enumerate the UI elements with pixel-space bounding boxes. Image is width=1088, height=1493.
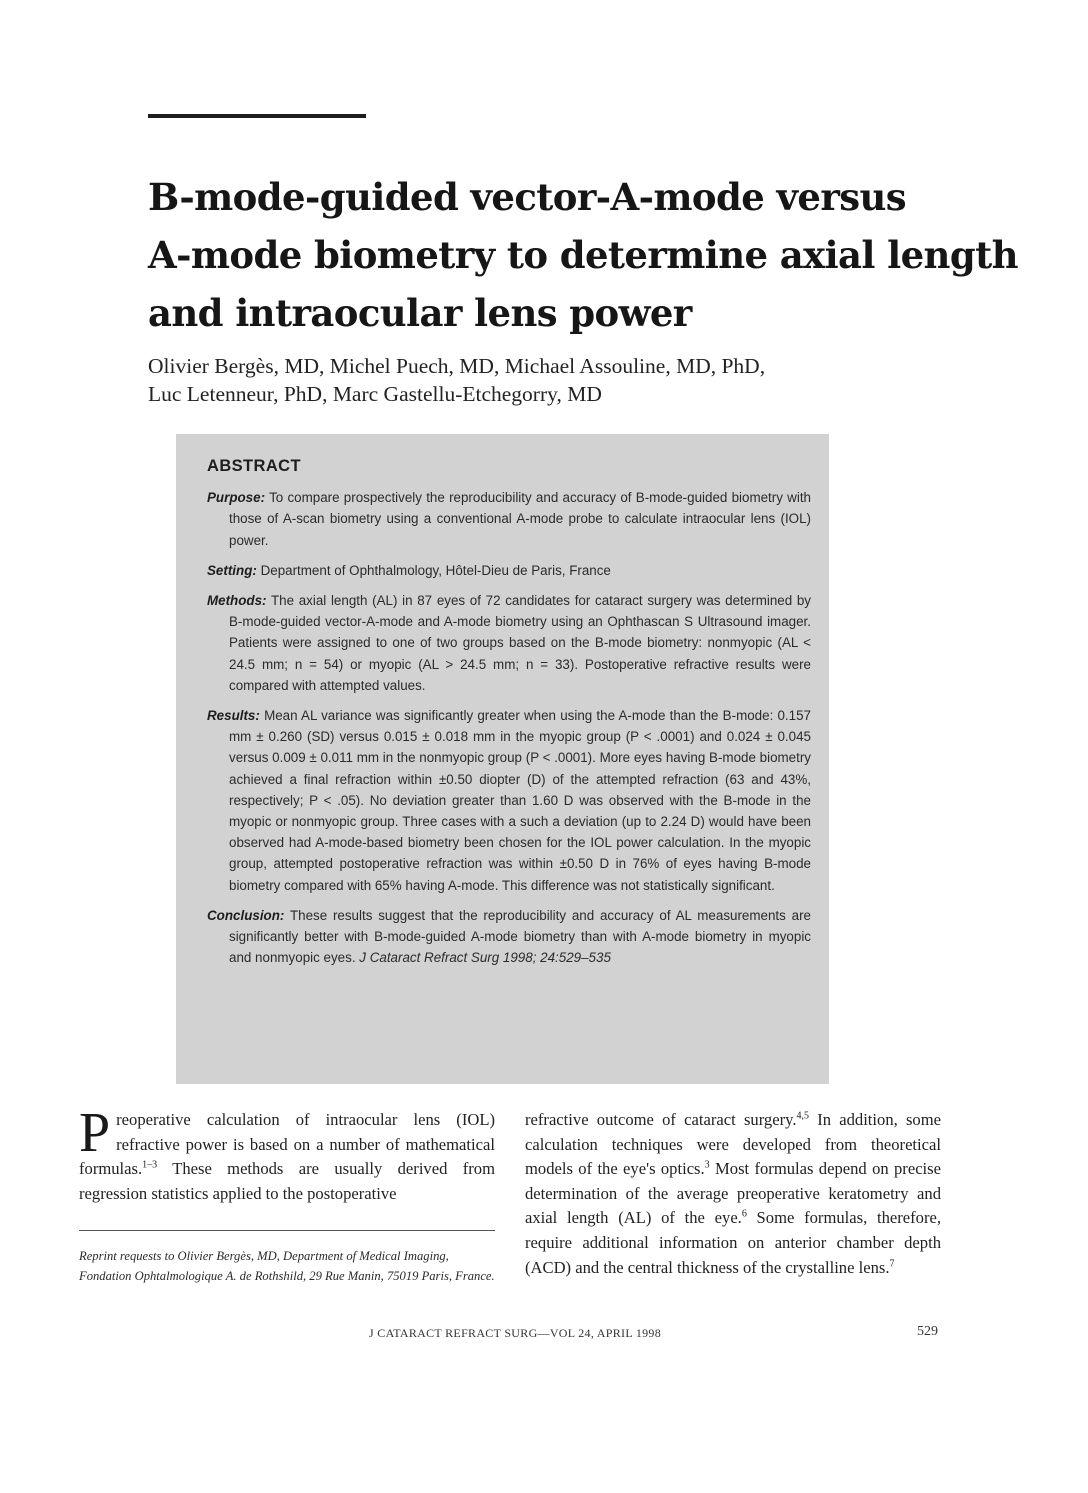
left-text-2: These methods are usually derived from regression statistics applied to the postoperative — [79, 1159, 495, 1203]
title-line-3: and intraocular lens power — [148, 291, 692, 335]
footnote-rule — [79, 1230, 495, 1231]
results-label: Results: — [207, 708, 260, 724]
right-text-2: In addition, some calculation techniques were developed from theoretical models of the eye's optics. — [525, 1110, 942, 1179]
abstract-results — [207, 705, 811, 896]
reference-marker: 6 — [741, 1208, 747, 1220]
reprint-footnote: Reprint requests to Olivier Bergès, MD, Department of Medical Imaging, Fondation Ophtalmologique A. de Rothshild, 29 Rue Manin, 75019 Paris, France. — [79, 1249, 495, 1283]
methods-label: Methods: — [207, 593, 267, 609]
abstract-box — [176, 434, 829, 1084]
top-rule — [148, 114, 366, 118]
article-title — [148, 168, 1018, 342]
right-text-4: Some formulas, therefore, require additional information on anterior chamber depth (ACD) and the central thickness of the crystalline lens. — [525, 1208, 941, 1277]
journal-footer: J CATARACT REFRACT SURG—VOL 24, APRIL 1998 — [369, 1326, 662, 1340]
right-text-3: Most formulas depend on precise determination of the average preoperative keratometry and axial length (AL) of the eye. — [525, 1159, 941, 1228]
purpose-label: Purpose: — [207, 490, 266, 506]
title-line-1: B-mode-guided vector-A-mode versus — [148, 175, 906, 219]
title-line-2: A-mode biometry to determine axial length — [148, 233, 1018, 277]
reference-marker: 4,5 — [796, 1110, 809, 1122]
abstract-heading: ABSTRACT — [207, 457, 301, 475]
setting-text: Department of Ophthalmology, Hôtel-Dieu de Paris, France — [260, 562, 611, 578]
conclusion-label: Conclusion: — [207, 907, 285, 923]
setting-label: Setting: — [207, 562, 257, 578]
reference-marker: 3 — [704, 1159, 710, 1171]
author-line-1: Olivier Bergès, MD, Michel Puech, MD, Michael Assouline, MD, PhD, — [148, 354, 766, 378]
citation: J Cataract Refract Surg 1998; 24:529–535 — [359, 950, 611, 966]
drop-cap: P — [79, 1102, 111, 1164]
author-list — [148, 352, 908, 408]
methods-text: The axial length (AL) in 87 eyes of 72 candidates for cataract surgery was determined by B-mode-guided vector-A-mode and A-mode biometry using an Ophthascan S Ultrasound imager. Patients were assigned to one of two groups based on the B-mode biometry: nonmyopic (AL < 24.5 mm; n = 54) or myopic (AL > 24.5 mm; n = 33). Postoperative refractive results were compared with attempted values. — [229, 593, 811, 693]
page-number: 529 — [917, 1324, 938, 1339]
reference-marker: 1–3 — [142, 1159, 158, 1171]
left-text-1: reoperative calculation of intraocular lens (IOL) refractive power is based on a number of mathematical formulas. — [79, 1110, 495, 1179]
conclusion-text: These results suggest that the reproducibility and accuracy of AL measurements are significantly better with B-mode-guided A-mode biometry than with A-mode biometry in myopic and nonmyopic eyes. — [229, 907, 811, 966]
body-column-right — [525, 1108, 941, 1280]
abstract-setting — [207, 560, 811, 581]
abstract-conclusion — [207, 905, 811, 969]
purpose-text: To compare prospectively the reproducibility and accuracy of B-mode-guided biometry with those of A-scan biometry using a conventional A-mode probe to calculate intraocular lens (IOL) power. — [229, 490, 811, 548]
right-text-1: refractive outcome of cataract surgery. — [525, 1110, 797, 1129]
author-line-2: Luc Letenneur, PhD, Marc Gastellu-Etchegorry, MD — [148, 382, 602, 406]
results-text: Mean AL variance was significantly greater when using the A-mode than the B-mode: 0.157 mm ± 0.260 (SD) versus 0.015 ± 0.018 mm in the myopic group (P < .0001) and 0.024 ± 0.045 versus 0.009 ± 0.011 mm in the nonmyopic group (P < .0001). More eyes having B-mode biometry achieved a final refraction within ±0.50 diopter (D) of the attempted refraction (63 and 43%, respectively; P < .05). No deviation greater than 1.60 D was observed with the B-mode in the myopic or nonmyopic group. Three cases with a such a deviation (up to 2.24 D) would have been observed had A-mode-based biometry been chosen for the IOL power calculation. In the myopic group, attempted postoperative refraction was within ±0.50 D in 76% of eyes having B-mode biometry compared with 65% having A-mode. This difference was not statistically significant. — [229, 708, 811, 893]
abstract-methods — [207, 590, 811, 696]
abstract-purpose — [207, 487, 811, 551]
body-column-left — [79, 1102, 495, 1206]
reference-marker: 7 — [889, 1258, 895, 1270]
